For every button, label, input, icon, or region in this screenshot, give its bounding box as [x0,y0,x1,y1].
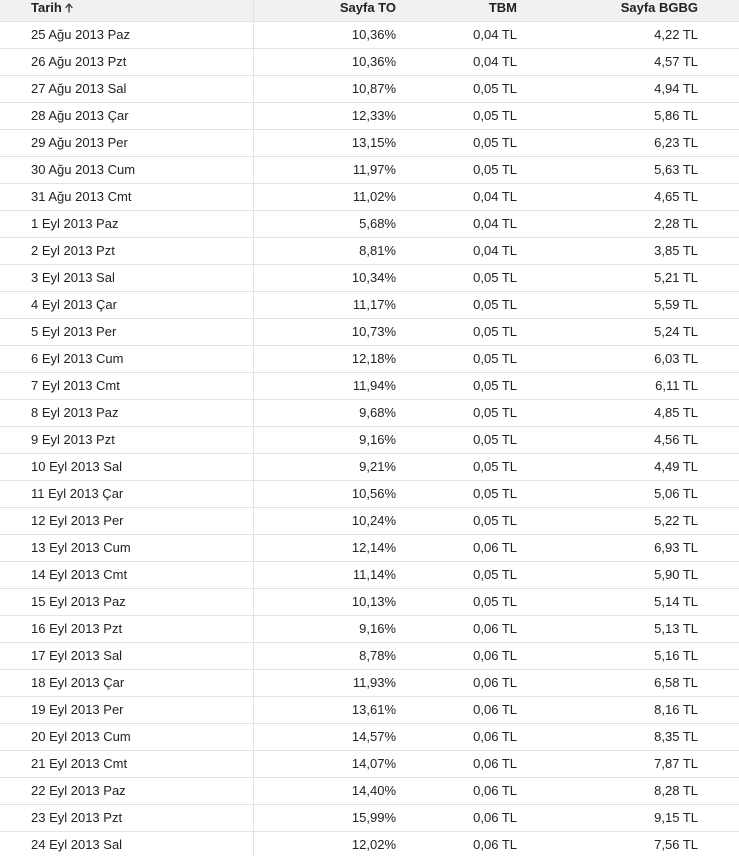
cell-tbm: 0,06 TL [396,777,517,804]
cell-page-bgbg: 8,28 TL [517,777,698,804]
cell-page-bgbg: 3,85 TL [517,237,698,264]
cell-spacer [698,777,739,804]
table-row [0,534,739,561]
cell-tbm: 0,05 TL [396,291,517,318]
cell-date: 24 Eyl 2013 Sal [0,831,253,856]
cell-page-bgbg: 5,24 TL [517,318,698,345]
cell-page-to: 8,81% [253,237,396,264]
cell-page-bgbg: 5,59 TL [517,291,698,318]
cell-spacer [698,291,739,318]
cell-spacer [698,534,739,561]
cell-page-bgbg: 5,14 TL [517,588,698,615]
cell-date: 3 Eyl 2013 Sal [0,264,253,291]
cell-tbm: 0,06 TL [396,669,517,696]
cell-spacer [698,372,739,399]
table-row [0,669,739,696]
column-header-page-bgbg-label: Sayfa BGBG [620,0,698,15]
cell-page-bgbg: 2,28 TL [517,210,698,237]
table-row [0,831,739,856]
cell-tbm: 0,04 TL [396,48,517,75]
cell-spacer [698,210,739,237]
column-header-page-bgbg[interactable] [517,0,698,21]
cell-page-bgbg: 5,13 TL [517,615,698,642]
cell-tbm: 0,04 TL [396,237,517,264]
table-row [0,777,739,804]
table-header [0,0,739,21]
cell-tbm: 0,05 TL [396,480,517,507]
cell-date: 4 Eyl 2013 Çar [0,291,253,318]
table-row [0,480,739,507]
cell-tbm: 0,05 TL [396,318,517,345]
cell-page-bgbg: 7,87 TL [517,750,698,777]
cell-page-bgbg: 4,49 TL [517,453,698,480]
table-row [0,264,739,291]
cell-spacer [698,237,739,264]
table-row [0,723,739,750]
cell-page-to: 10,34% [253,264,396,291]
cell-page-to: 10,36% [253,48,396,75]
cell-tbm: 0,04 TL [396,183,517,210]
cell-page-bgbg: 4,22 TL [517,21,698,48]
table-row [0,399,739,426]
cell-date: 21 Eyl 2013 Cmt [0,750,253,777]
cell-spacer [698,75,739,102]
cell-tbm: 0,06 TL [396,642,517,669]
cell-page-bgbg: 9,15 TL [517,804,698,831]
table-row [0,183,739,210]
cell-spacer [698,264,739,291]
table-row [0,561,739,588]
cell-page-to: 9,68% [253,399,396,426]
cell-page-bgbg: 5,86 TL [517,102,698,129]
table-row [0,615,739,642]
table-row [0,345,739,372]
cell-page-to: 10,73% [253,318,396,345]
cell-page-bgbg: 5,63 TL [517,156,698,183]
cell-tbm: 0,05 TL [396,426,517,453]
table-row [0,237,739,264]
table-body [0,21,739,856]
table-row [0,426,739,453]
column-header-date-label: Tarih [31,0,62,15]
cell-tbm: 0,06 TL [396,534,517,561]
table-row [0,75,739,102]
cell-tbm: 0,04 TL [396,21,517,48]
cell-spacer [698,48,739,75]
cell-page-to: 14,40% [253,777,396,804]
cell-date: 6 Eyl 2013 Cum [0,345,253,372]
cell-date: 11 Eyl 2013 Çar [0,480,253,507]
column-header-spacer [698,0,739,21]
cell-date: 1 Eyl 2013 Paz [0,210,253,237]
cell-spacer [698,102,739,129]
cell-page-bgbg: 6,58 TL [517,669,698,696]
cell-spacer [698,750,739,777]
cell-date: 22 Eyl 2013 Paz [0,777,253,804]
cell-spacer [698,669,739,696]
cell-page-to: 11,94% [253,372,396,399]
cell-page-to: 13,61% [253,696,396,723]
cell-date: 26 Ağu 2013 Pzt [0,48,253,75]
cell-spacer [698,723,739,750]
cell-date: 12 Eyl 2013 Per [0,507,253,534]
table-row [0,48,739,75]
cell-spacer [698,183,739,210]
cell-tbm: 0,06 TL [396,831,517,856]
cell-spacer [698,453,739,480]
cell-page-bgbg: 6,03 TL [517,345,698,372]
cell-tbm: 0,06 TL [396,696,517,723]
cell-date: 25 Ağu 2013 Paz [0,21,253,48]
cell-page-to: 14,57% [253,723,396,750]
cell-page-to: 5,68% [253,210,396,237]
cell-page-to: 12,02% [253,831,396,856]
cell-tbm: 0,06 TL [396,615,517,642]
table-row [0,453,739,480]
cell-page-bgbg: 6,93 TL [517,534,698,561]
cell-tbm: 0,06 TL [396,750,517,777]
cell-page-to: 12,14% [253,534,396,561]
cell-date: 5 Eyl 2013 Per [0,318,253,345]
cell-date: 7 Eyl 2013 Cmt [0,372,253,399]
column-header-tbm-label: TBM [488,0,517,15]
cell-page-to: 8,78% [253,642,396,669]
cell-tbm: 0,05 TL [396,561,517,588]
cell-date: 27 Ağu 2013 Sal [0,75,253,102]
cell-spacer [698,129,739,156]
cell-page-bgbg: 5,90 TL [517,561,698,588]
cell-tbm: 0,05 TL [396,453,517,480]
cell-tbm: 0,06 TL [396,804,517,831]
cell-page-bgbg: 4,57 TL [517,48,698,75]
cell-spacer [698,480,739,507]
cell-page-to: 11,93% [253,669,396,696]
cell-tbm: 0,05 TL [396,345,517,372]
table-row [0,507,739,534]
cell-page-to: 10,87% [253,75,396,102]
cell-date: 19 Eyl 2013 Per [0,696,253,723]
cell-tbm: 0,04 TL [396,210,517,237]
table-row [0,102,739,129]
cell-date: 30 Ağu 2013 Cum [0,156,253,183]
table-row [0,696,739,723]
cell-page-to: 11,14% [253,561,396,588]
cell-tbm: 0,05 TL [396,372,517,399]
table-row [0,588,739,615]
cell-page-to: 12,18% [253,345,396,372]
cell-date: 20 Eyl 2013 Cum [0,723,253,750]
cell-spacer [698,156,739,183]
table-row [0,372,739,399]
cell-page-to: 13,15% [253,129,396,156]
cell-page-bgbg: 6,11 TL [517,372,698,399]
cell-page-to: 10,56% [253,480,396,507]
table-row [0,156,739,183]
cell-spacer [698,615,739,642]
column-header-page-to-label: Sayfa TO [339,0,396,15]
cell-spacer [698,642,739,669]
cell-page-bgbg: 5,22 TL [517,507,698,534]
cell-page-bgbg: 4,65 TL [517,183,698,210]
cell-tbm: 0,05 TL [396,129,517,156]
cell-spacer [698,399,739,426]
cell-page-to: 9,16% [253,615,396,642]
cell-page-bgbg: 4,56 TL [517,426,698,453]
cell-date: 9 Eyl 2013 Pzt [0,426,253,453]
cell-tbm: 0,06 TL [396,723,517,750]
table-row [0,210,739,237]
cell-tbm: 0,05 TL [396,156,517,183]
cell-page-bgbg: 8,16 TL [517,696,698,723]
column-header-page-to[interactable] [253,0,396,21]
cell-page-bgbg: 5,06 TL [517,480,698,507]
cell-page-bgbg: 6,23 TL [517,129,698,156]
cell-spacer [698,345,739,372]
cell-date: 14 Eyl 2013 Cmt [0,561,253,588]
cell-date: 29 Ağu 2013 Per [0,129,253,156]
cell-date: 31 Ağu 2013 Cmt [0,183,253,210]
cell-spacer [698,831,739,856]
header-row [0,0,739,21]
cell-spacer [698,21,739,48]
cell-spacer [698,507,739,534]
cell-page-to: 11,02% [253,183,396,210]
cell-date: 13 Eyl 2013 Cum [0,534,253,561]
cell-page-bgbg: 4,85 TL [517,399,698,426]
column-header-date[interactable] [0,0,253,21]
cell-page-to: 15,99% [253,804,396,831]
cell-page-to: 10,13% [253,588,396,615]
cell-date: 18 Eyl 2013 Çar [0,669,253,696]
cell-page-bgbg: 8,35 TL [517,723,698,750]
cell-date: 8 Eyl 2013 Paz [0,399,253,426]
cell-page-to: 9,21% [253,453,396,480]
cell-tbm: 0,05 TL [396,75,517,102]
cell-page-bgbg: 5,16 TL [517,642,698,669]
cell-date: 10 Eyl 2013 Sal [0,453,253,480]
table-row [0,21,739,48]
cell-spacer [698,426,739,453]
cell-tbm: 0,05 TL [396,507,517,534]
cell-tbm: 0,05 TL [396,399,517,426]
cell-page-to: 12,33% [253,102,396,129]
cell-page-to: 10,36% [253,21,396,48]
cell-spacer [698,318,739,345]
cell-spacer [698,804,739,831]
cell-tbm: 0,05 TL [396,264,517,291]
cell-page-bgbg: 4,94 TL [517,75,698,102]
column-header-tbm[interactable] [396,0,517,21]
cell-spacer [698,696,739,723]
cell-date: 17 Eyl 2013 Sal [0,642,253,669]
cell-page-to: 11,97% [253,156,396,183]
cell-page-bgbg: 5,21 TL [517,264,698,291]
cell-date: 28 Ağu 2013 Çar [0,102,253,129]
sort-arrow-up-icon [65,3,73,13]
table-row [0,129,739,156]
table-row [0,291,739,318]
cell-date: 16 Eyl 2013 Pzt [0,615,253,642]
table-row [0,750,739,777]
cell-page-to: 11,17% [253,291,396,318]
table-row [0,804,739,831]
cell-date: 15 Eyl 2013 Paz [0,588,253,615]
cell-spacer [698,588,739,615]
cell-page-bgbg: 7,56 TL [517,831,698,856]
table-row [0,642,739,669]
table-row [0,318,739,345]
cell-page-to: 10,24% [253,507,396,534]
cell-tbm: 0,05 TL [396,588,517,615]
cell-page-to: 9,16% [253,426,396,453]
cell-date: 23 Eyl 2013 Pzt [0,804,253,831]
cell-tbm: 0,05 TL [396,102,517,129]
cell-page-to: 14,07% [253,750,396,777]
cell-spacer [698,561,739,588]
cell-date: 2 Eyl 2013 Pzt [0,237,253,264]
